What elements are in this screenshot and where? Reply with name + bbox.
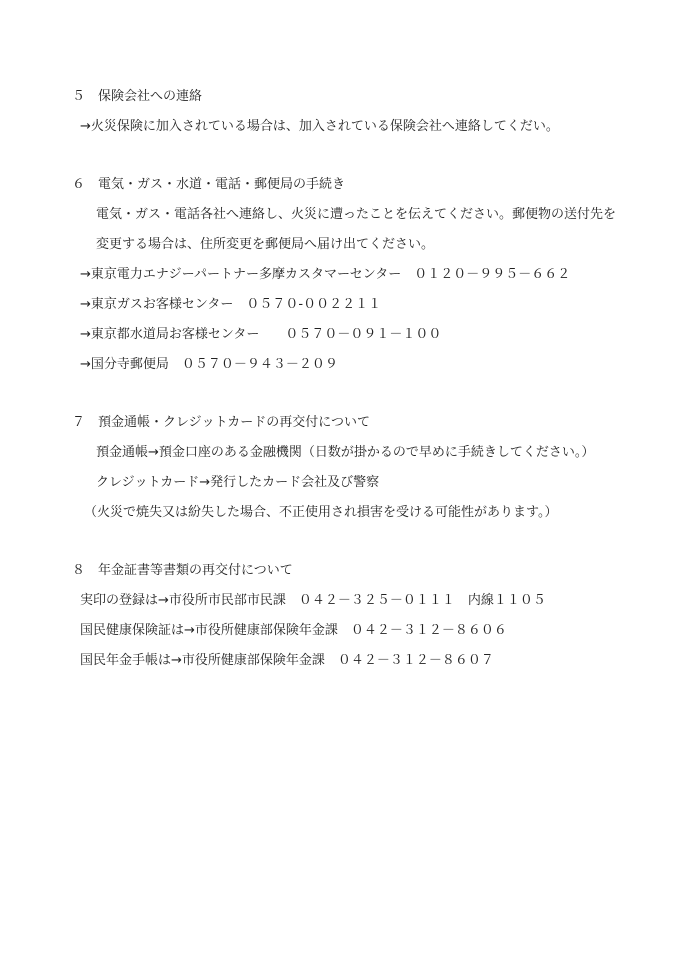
section-5-heading: ５ 保険会社への連絡 [72, 89, 203, 104]
section-8-heading: ８ 年金証書等書類の再交付について [72, 563, 293, 578]
section-6-contact-post-office: →国分寺郵便局 ０５７０－９４３－２０９ [80, 357, 338, 372]
section-8-line-health-insurance: 国民健康保険証は→市役所健康部保険年金課 ０４２－３１２－８６０６ [80, 623, 507, 638]
section-7-line-note: （火災で焼失又は紛失した場合、不正使用され損害を受ける可能性があります。） [84, 505, 558, 520]
section-6-line-1: 電気・ガス・電話各社へ連絡し、火災に遭ったことを伝えてください。郵便物の送付先を [96, 207, 617, 222]
section-7-heading: ７ 預金通帳・クレジットカードの再交付について [72, 415, 371, 430]
section-6-contact-tokyo-gas: →東京ガスお客様センター ０５７０-００２２１１ [80, 297, 382, 312]
section-6-contact-tepco: →東京電力エナジーパートナー多摩カスタマーセンター ０１２０－９９５－６６２ [80, 267, 571, 282]
section-6-contact-waterworks: →東京都水道局お客様センター ０５７０－０９１－１００ [80, 327, 442, 342]
section-8-line-pension-book: 国民年金手帳は→市役所健康部保険年金課 ０４２－３１２－８６０７ [80, 653, 494, 668]
section-7-line-credit-card: クレジットカード→発行したカード会社及び警察 [96, 475, 380, 490]
section-5-line-1: →火災保険に加入されている場合は、加入されている保険会社へ連絡してくだい。 [80, 119, 559, 134]
section-7-line-bankbook: 預金通帳→預金口座のある金融機関（日数が掛かるので早めに手続きしてください。） [96, 445, 595, 460]
section-6-heading: ６ 電気・ガス・水道・電話・郵便局の手続き [72, 177, 346, 192]
section-6-line-2: 変更する場合は、住所変更を郵便局へ届け出てください。 [96, 237, 435, 252]
section-8-line-seal-registration: 実印の登録は→市役所市民部市民課 ０４２－３２５－０１１１ 内線１１０５ [80, 593, 546, 608]
